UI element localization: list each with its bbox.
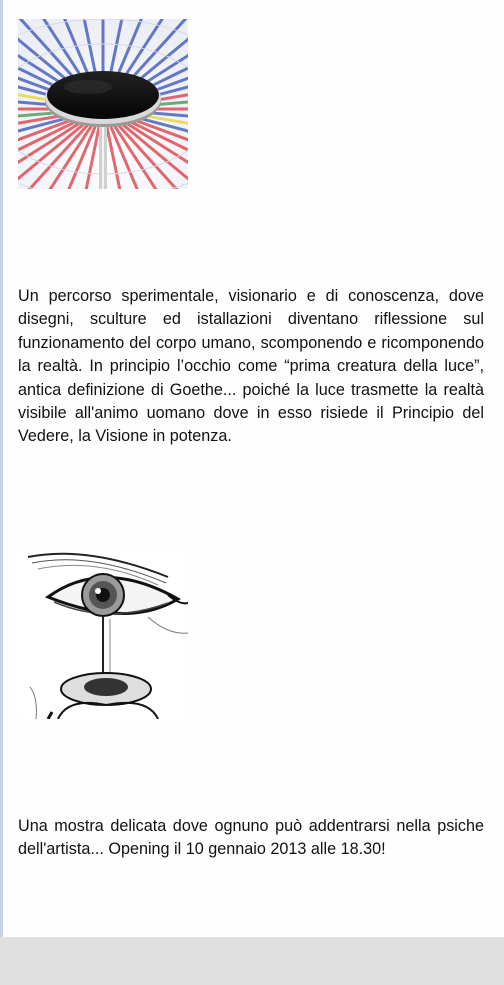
closing-paragraph: Una mostra delicata dove ognuno può addentrarsi nella psiche dell'artista... Opening il 10 gennaio 2013 alle 18.30! [18,817,484,859]
eye-drawing-image [18,547,188,719]
intro-paragraph: Un percorso sperimentale, visionario e di conoscenza, dove disegni, sculture ed istallazioni diventano riflessione sul funzionamento del corpo umano, scomponendo e ricomponendo la realtà. In principio l’occhio come “prima creatura della luce”, antica definizione di Goethe... poiché la luce trasmette la realtà visibile all'animo uomano dove in esso risiede il Principio del Vedere, la Visione in potenza. [18,287,484,446]
footer-band [0,937,504,985]
spinning-disc-artwork-image [18,19,188,189]
